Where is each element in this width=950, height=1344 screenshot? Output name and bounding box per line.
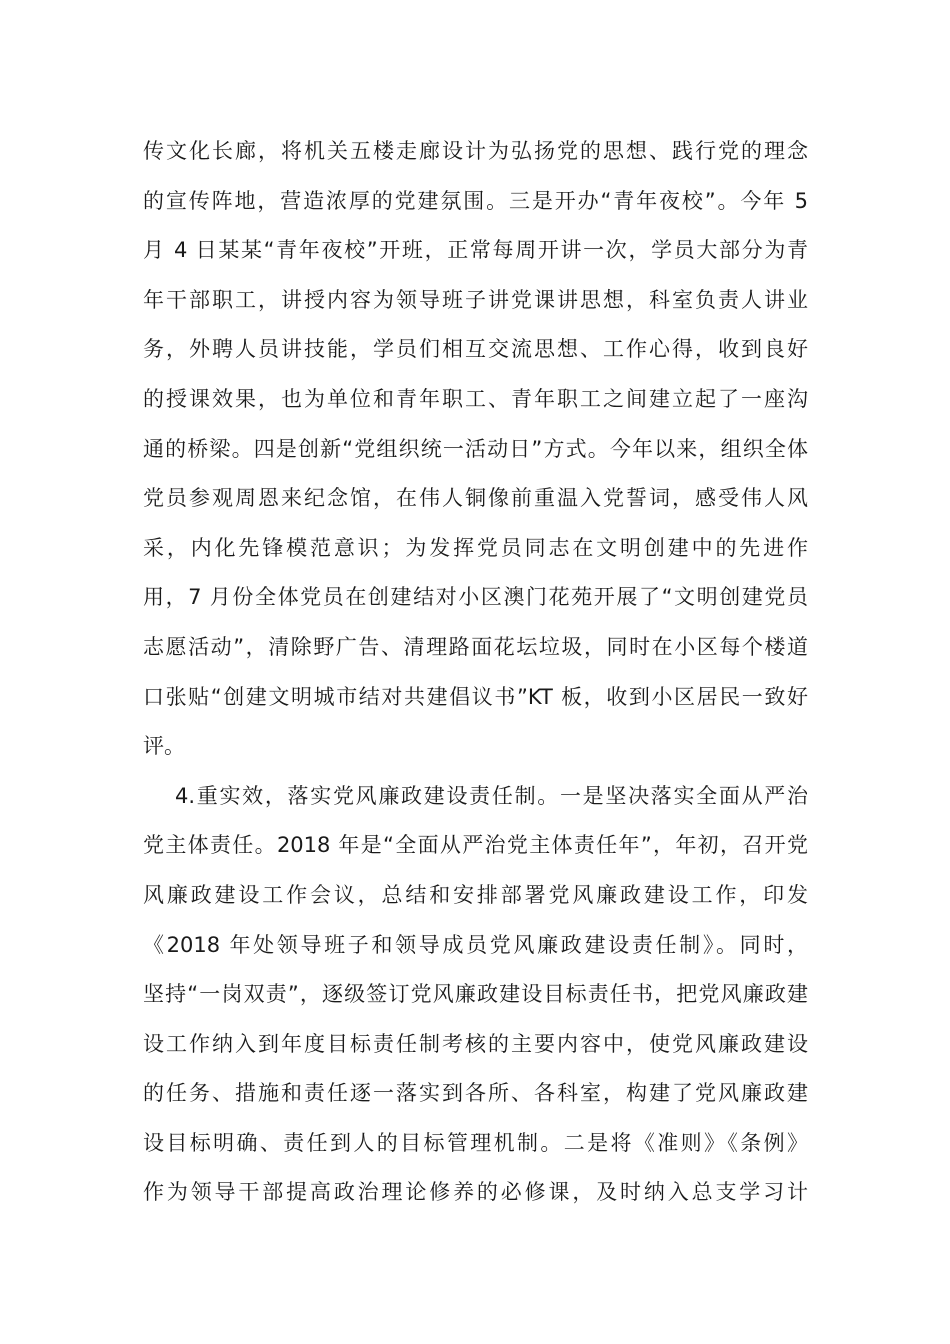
- text-line: 评。: [143, 734, 185, 759]
- text-line: 《2018 年处领导班子和领导成员党风廉政建设责任制》。同时，: [143, 932, 808, 957]
- text-line: 设目标明确、责任到人的目标管理机制。二是将《准则》《条例》: [143, 1130, 808, 1155]
- text-line: 党主体责任。2018 年是“全面从严治党主体责任年”，年初，召开党: [143, 833, 808, 858]
- text-line: 风廉政建设工作会议，总结和安排部署党风廉政建设工作，印发: [143, 882, 808, 907]
- text-line: 用，7 月份全体党员在创建结对小区澳门花苑开展了“文明创建党员: [143, 585, 808, 610]
- text-line: 传文化长廊，将机关五楼走廊设计为弘扬党的思想、践行党的理念: [143, 139, 808, 163]
- text-line: 的授课效果，也为单位和青年职工、青年职工之间建立起了一座沟: [143, 386, 808, 411]
- text-line: 通的桥梁。四是创新“党组织统一活动日”方式。今年以来，组织全体: [143, 436, 808, 461]
- section-heading-line: 4.重实效，落实党风廉政建设责任制。一是坚决落实全面从严治: [175, 783, 808, 808]
- text-line: 的任务、措施和责任逐一落实到各所、各科室，构建了党风廉政建: [143, 1081, 808, 1106]
- text-line: 党员参观周恩来纪念馆，在伟人铜像前重温入党誓词，感受伟人风: [143, 486, 808, 511]
- text-line: 志愿活动”，清除野广告、清理路面花坛垃圾，同时在小区每个楼道: [143, 634, 808, 659]
- text-line: 口张贴“创建文明城市结对共建倡议书”KT 板，收到小区居民一致好: [143, 684, 808, 709]
- text-line: 年干部职工，讲授内容为领导班子讲党课讲思想，科室负责人讲业: [143, 287, 808, 312]
- text-line: 作为领导干部提高政治理论修养的必修课，及时纳入总支学习计: [143, 1180, 808, 1205]
- text-line: 月 4 日某某“青年夜校”开班，正常每周开讲一次，学员大部分为青: [143, 238, 808, 263]
- body-text: [143, 127, 808, 1218]
- text-line: 坚持“一岗双责”，逐级签订党风廉政建设目标责任书，把党风廉政建: [143, 982, 808, 1007]
- text-line: 采，内化先锋模范意识；为发挥党员同志在文明创建中的先进作: [143, 535, 808, 560]
- text-line: 设工作纳入到年度目标责任制考核的主要内容中，使党风廉政建设: [143, 1031, 808, 1056]
- text-line: 务，外聘人员讲技能，学员们相互交流思想、工作心得，收到良好: [143, 337, 808, 362]
- text-line: 的宣传阵地，营造浓厚的党建氛围。三是开办“青年夜校”。今年 5: [143, 188, 808, 213]
